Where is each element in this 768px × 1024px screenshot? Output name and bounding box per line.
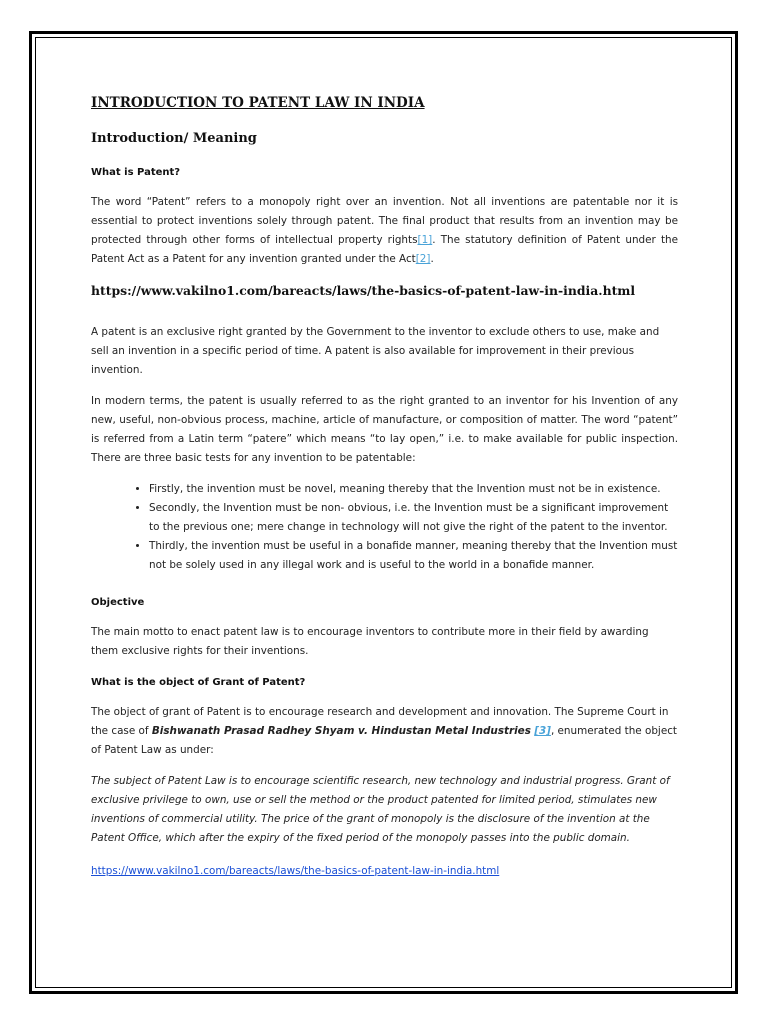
paragraph-objective: The main motto to enact patent law is to encourage inventors to contribute more in their field by awarding them exclusive rights for their inventions.: [91, 626, 649, 657]
paragraph-modern-terms: In modern terms, the patent is usually referred to as the right granted to an inventor for his Invention of any new, useful, non-obvious process, machine, article of manufacture, or composition of matter. The word “patent” is referred from a Latin term “patere” which means “to lay open,” i.e. to make available for public inspection. There are three basic tests for any invention to be patentable:: [91, 395, 678, 464]
paragraph-text: The word “Patent” refers to a monopoly right over an invention. Not all inventions are patentable nor it is essential to protect inventions solely through patent. The final product that results from an invention may be protected through other forms of intellectual property rights: [91, 196, 678, 246]
footnote-link-2[interactable]: [2]: [415, 253, 431, 265]
patentability-tests-list: [91, 480, 678, 575]
paragraph-object-of-grant: [91, 703, 678, 760]
case-name: Bishwanath Prasad Radhey Shyam v. Hindustan Metal Industries: [151, 725, 531, 737]
document-body: [91, 93, 678, 893]
footnote-link-1[interactable]: [1]: [417, 234, 433, 246]
quote-paragraph: The subject of Patent Law is to encourage scientific research, new technology and industrial progress. Grant of exclusive privilege to own, use or sell the method or the product patented for limited period, stimulates new inventions of commercial utility. The price of the grant of monopoly is the disclosure of the invention at the Patent Office, which after the expiry of the fixed period of the monopoly passes into the public domain.: [91, 775, 670, 844]
heading-object-of-grant: What is the object of Grant of Patent?: [91, 677, 306, 688]
source-link[interactable]: https://www.vakilno1.com/bareacts/laws/the-basics-of-patent-law-in-india.html: [91, 865, 500, 877]
document-title: INTRODUCTION TO PATENT LAW IN INDIA: [91, 95, 425, 111]
list-item: • Secondly, the Invention must be non- obvious, i.e. the Invention must be a significant improvement to the previous one; mere change in technology will not give the right of the patent to the inventor.: [149, 499, 678, 537]
footnote-link-3[interactable]: [3]: [534, 725, 551, 737]
paragraph-text: , enumerated the object of Patent Law as under:: [91, 725, 678, 756]
list-item: • Thirdly, the invention must be useful in a bonafide manner, meaning thereby that the Invention must not be solely used in any illegal work and is useful to the world in a bonafide manner.: [149, 537, 678, 575]
paragraph-exclusive-right: A patent is an exclusive right granted by the Government to the inventor to exclude others to use, make and sell an invention in a specific period of time. A patent is also available for improvement in their previous invention.: [91, 326, 660, 376]
list-item: • Firstly, the invention must be novel, meaning thereby that the Invention must not be in existence.: [149, 480, 678, 499]
heading-what-is-patent: What is Patent?: [91, 167, 181, 178]
paragraph-patent-definition: [91, 193, 678, 269]
paragraph-text: .: [430, 253, 434, 265]
heading-introduction: Introduction/ Meaning: [91, 131, 257, 146]
paragraph-text: . The statutory definition of Patent under the Patent Act as a Patent for any invention granted under the Act: [91, 234, 678, 265]
source-url-heading: https://www.vakilno1.com/bareacts/laws/the-basics-of-patent-law-in-india.html: [91, 283, 636, 298]
source-link-paragraph: [91, 862, 678, 881]
heading-objective: Objective: [91, 597, 145, 608]
paragraph-text: The object of grant of Patent is to encourage research and development and innovation. The Supreme Court in the case of: [91, 706, 669, 737]
